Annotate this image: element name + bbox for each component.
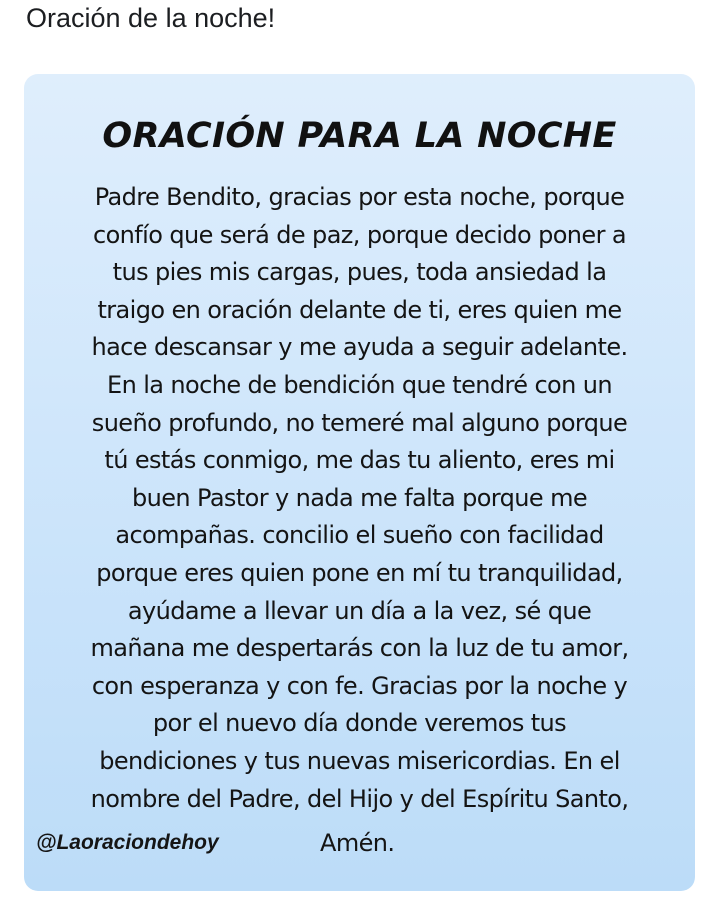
prayer-line: nombre del Padre, del Hijo y del Espíritu Santo, [90, 784, 629, 813]
prayer-line: Padre Bendito, gracias por esta noche, porque [94, 183, 625, 211]
prayer-line: por el nuevo día donde veremos tus [152, 709, 567, 738]
author-handle: @Laoraciondehoy [36, 831, 219, 854]
prayer-line: buen Pastor y nada me falta porque me [131, 483, 588, 512]
prayer-line: con esperanza y con fe. Gracias por la noche y [91, 671, 628, 700]
prayer-line: tú estás conmigo, me das tu aliento, eres mi [104, 446, 615, 475]
prayer-line: tus pies mis cargas, pues, toda ansiedad la [112, 258, 607, 287]
post-caption: Oración de la noche! [26, 3, 276, 33]
prayer-line: bendiciones y tus nuevas misericordias. En el [99, 746, 620, 775]
prayer-closing: Amén. [320, 829, 395, 857]
prayer-line: hace descansar y me ayuda a seguir adelante. [91, 333, 628, 362]
prayer-line: acompañas. concilio el sueño con facilidad [115, 521, 604, 550]
prayer-title: ORACIÓN PARA LA NOCHE [102, 116, 617, 156]
prayer-line: sueño profundo, no temeré mal alguno porque [91, 408, 628, 437]
prayer-line: traigo en oración delante de ti, eres quien me [97, 295, 622, 324]
prayer-text [24, 179, 695, 818]
prayer-line: mañana me despertarás con la luz de tu amor, [90, 634, 629, 663]
prayer-line: ayúdame a llevar un día a la vez, sé que [127, 596, 592, 625]
prayer-line: confío que será de paz, porque decido poner a [93, 220, 626, 249]
prayer-line: En la noche de bendición que tendré con un [107, 370, 612, 399]
prayer-line: porque eres quien pone en mí tu tranquilidad, [96, 558, 623, 587]
prayer-image-card[interactable] [24, 74, 695, 891]
